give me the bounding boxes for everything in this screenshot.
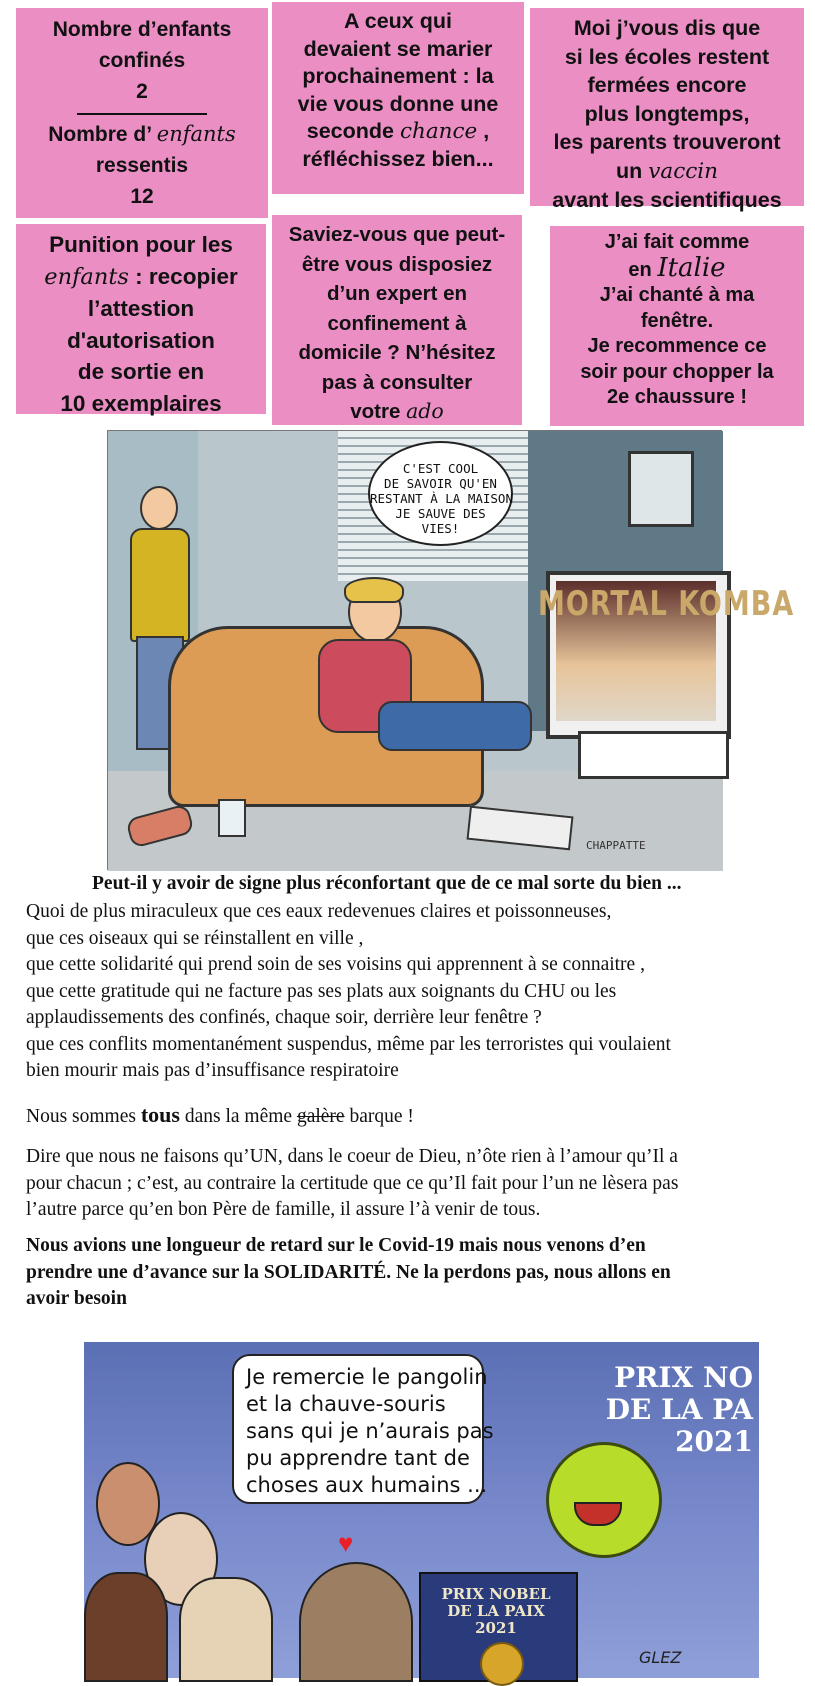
wall-picture (628, 451, 694, 527)
nobel-medal (480, 1642, 524, 1686)
nobel-banner: PRIX NO DE LA PA 2021 (605, 1361, 753, 1458)
card-line: plus longtemps, (584, 101, 750, 126)
card-line: votre ado (350, 399, 444, 423)
card-line: d’un expert en (326, 282, 468, 305)
card-line: Nombre d’ enfants (48, 122, 236, 146)
tv-stand (578, 731, 729, 779)
audience-person (84, 1572, 168, 1682)
speech-bubble: C'EST COOL DE SAVOIR QU'EN RESTANT À LA MAISON JE SAUVE DES VIES! (368, 441, 513, 546)
card-line: en Italie (628, 252, 726, 283)
paragraph-faith: Dire que nous ne faisons qu’UN, dans le coeur de Dieu, n’ôte rien à l’amour qu’Il a pour chacun ; c’est, au contraire la certitude que ce qu’Il fait pour l’un ne lèsera pas l’autre parce qu’en bon Père de famille, il assure l’à venir de tous. (26, 1146, 679, 1220)
card-line: devaient se marier (303, 36, 493, 61)
lead-sentence: Peut-il y avoir de signe plus réconfortant que de ce mal sorte du bien ... (92, 873, 682, 894)
paragraph-solidarity: Nous avions une longueur de retard sur le Covid-19 mais nous venons d’en prendre une d’avance sur la SOLIDARITÉ. Ne la perdons pas, nous allons en avoir besoin (26, 1235, 671, 1309)
card-line: vie vous donne une (297, 91, 499, 116)
card-line: A ceux qui (344, 9, 452, 33)
meme-card-children-count (16, 8, 268, 218)
meme-card-vaccine (530, 8, 804, 212)
card-line: 10 exemplaires (60, 390, 222, 416)
card-line: fermées encore (587, 73, 747, 97)
card-line: confinés (98, 49, 186, 72)
card-line: l’attestion (87, 296, 195, 321)
card-line: fenêtre. (640, 309, 714, 332)
card-line: pas à consulter (321, 370, 473, 394)
card-line: être vous disposiez (301, 252, 493, 276)
meme-card-marriage (272, 2, 524, 194)
glass (218, 799, 246, 837)
cartoon-nobel-virus (84, 1342, 759, 1678)
meme-card-punishment (16, 224, 266, 414)
card-line: avant les scientifiques (552, 188, 782, 212)
card-line: 2 (136, 80, 148, 103)
card-line: enfants : recopier (44, 263, 238, 290)
young-man-figure (278, 581, 458, 781)
tv-title: MORTAL KOMBA (538, 585, 795, 624)
card-line: J’ai chanté à ma (599, 284, 755, 306)
card-line: confinement à (327, 311, 467, 335)
card-line: de sortie en (77, 359, 205, 384)
card-line: Je recommence ce (587, 335, 767, 357)
card-line: J’ai fait comme (604, 231, 750, 253)
card-line: prochainement : la (302, 64, 494, 88)
card-line: réfléchissez bien... (302, 146, 494, 171)
card-line: soir pour chopper la (580, 360, 774, 383)
fraction-bar (77, 113, 207, 115)
card-line: un vaccin (615, 158, 719, 184)
meme-card-expert (272, 215, 522, 425)
card-line: domicile ? N’hésitez (298, 341, 496, 364)
paragraph-same-boat: Nous sommes tous dans la même galère barque ! (26, 1102, 414, 1127)
card-line: seconde chance , (306, 119, 490, 144)
card-line: Punition pour les (49, 232, 233, 257)
audience-person (179, 1577, 273, 1682)
virus-figure (546, 1442, 662, 1558)
artist-signature: CHAPPATTE (586, 839, 646, 852)
card-line: Nombre d’enfants (52, 18, 232, 41)
lectern-label: PRIX NOBEL DE LA PAIX 2021 (441, 1585, 551, 1637)
card-line: ressentis (95, 154, 189, 177)
card-line: Moi j’vous dis que (573, 16, 761, 40)
heart-icon: ♥ (338, 1528, 354, 1558)
artist-signature: GLEZ (639, 1648, 682, 1667)
card-line: Saviez-vous que peut- (288, 223, 506, 246)
paragraph-miracles: Quoi de plus miraculeux que ces eaux redevenues claires et poissonneuses, que ces oiseaux qui se réinstallent en ville , que cette solidarité qui prend soin de ses voisins qui apprennent à se connaitre , que cette gratitude qui ne facture pas ses plats aux soignants du CHU ou les applaudissements des confinés, chaque soir, derrière leur fenêtre ? que ces conflits momentanément suspendus, même par les terroristes qui voulaient bien mourir mais pas d’insuffisance respiratoire (26, 901, 671, 1081)
card-line: les parents trouveront (553, 130, 781, 154)
card-line: 2e chaussure ! (606, 386, 748, 408)
card-line: d'autorisation (67, 327, 215, 353)
meme-card-italy (550, 226, 804, 426)
card-line: si les écoles restent (564, 44, 770, 69)
card-line: 12 (130, 185, 154, 208)
speech-bubble: Je remercie le pangolin et la chauve-souris sans qui je n’aurais pas pu apprendre tant de choses aux humains ... (232, 1354, 484, 1504)
cartoon-gamer-couch (107, 430, 795, 870)
bat-figure (299, 1562, 413, 1682)
